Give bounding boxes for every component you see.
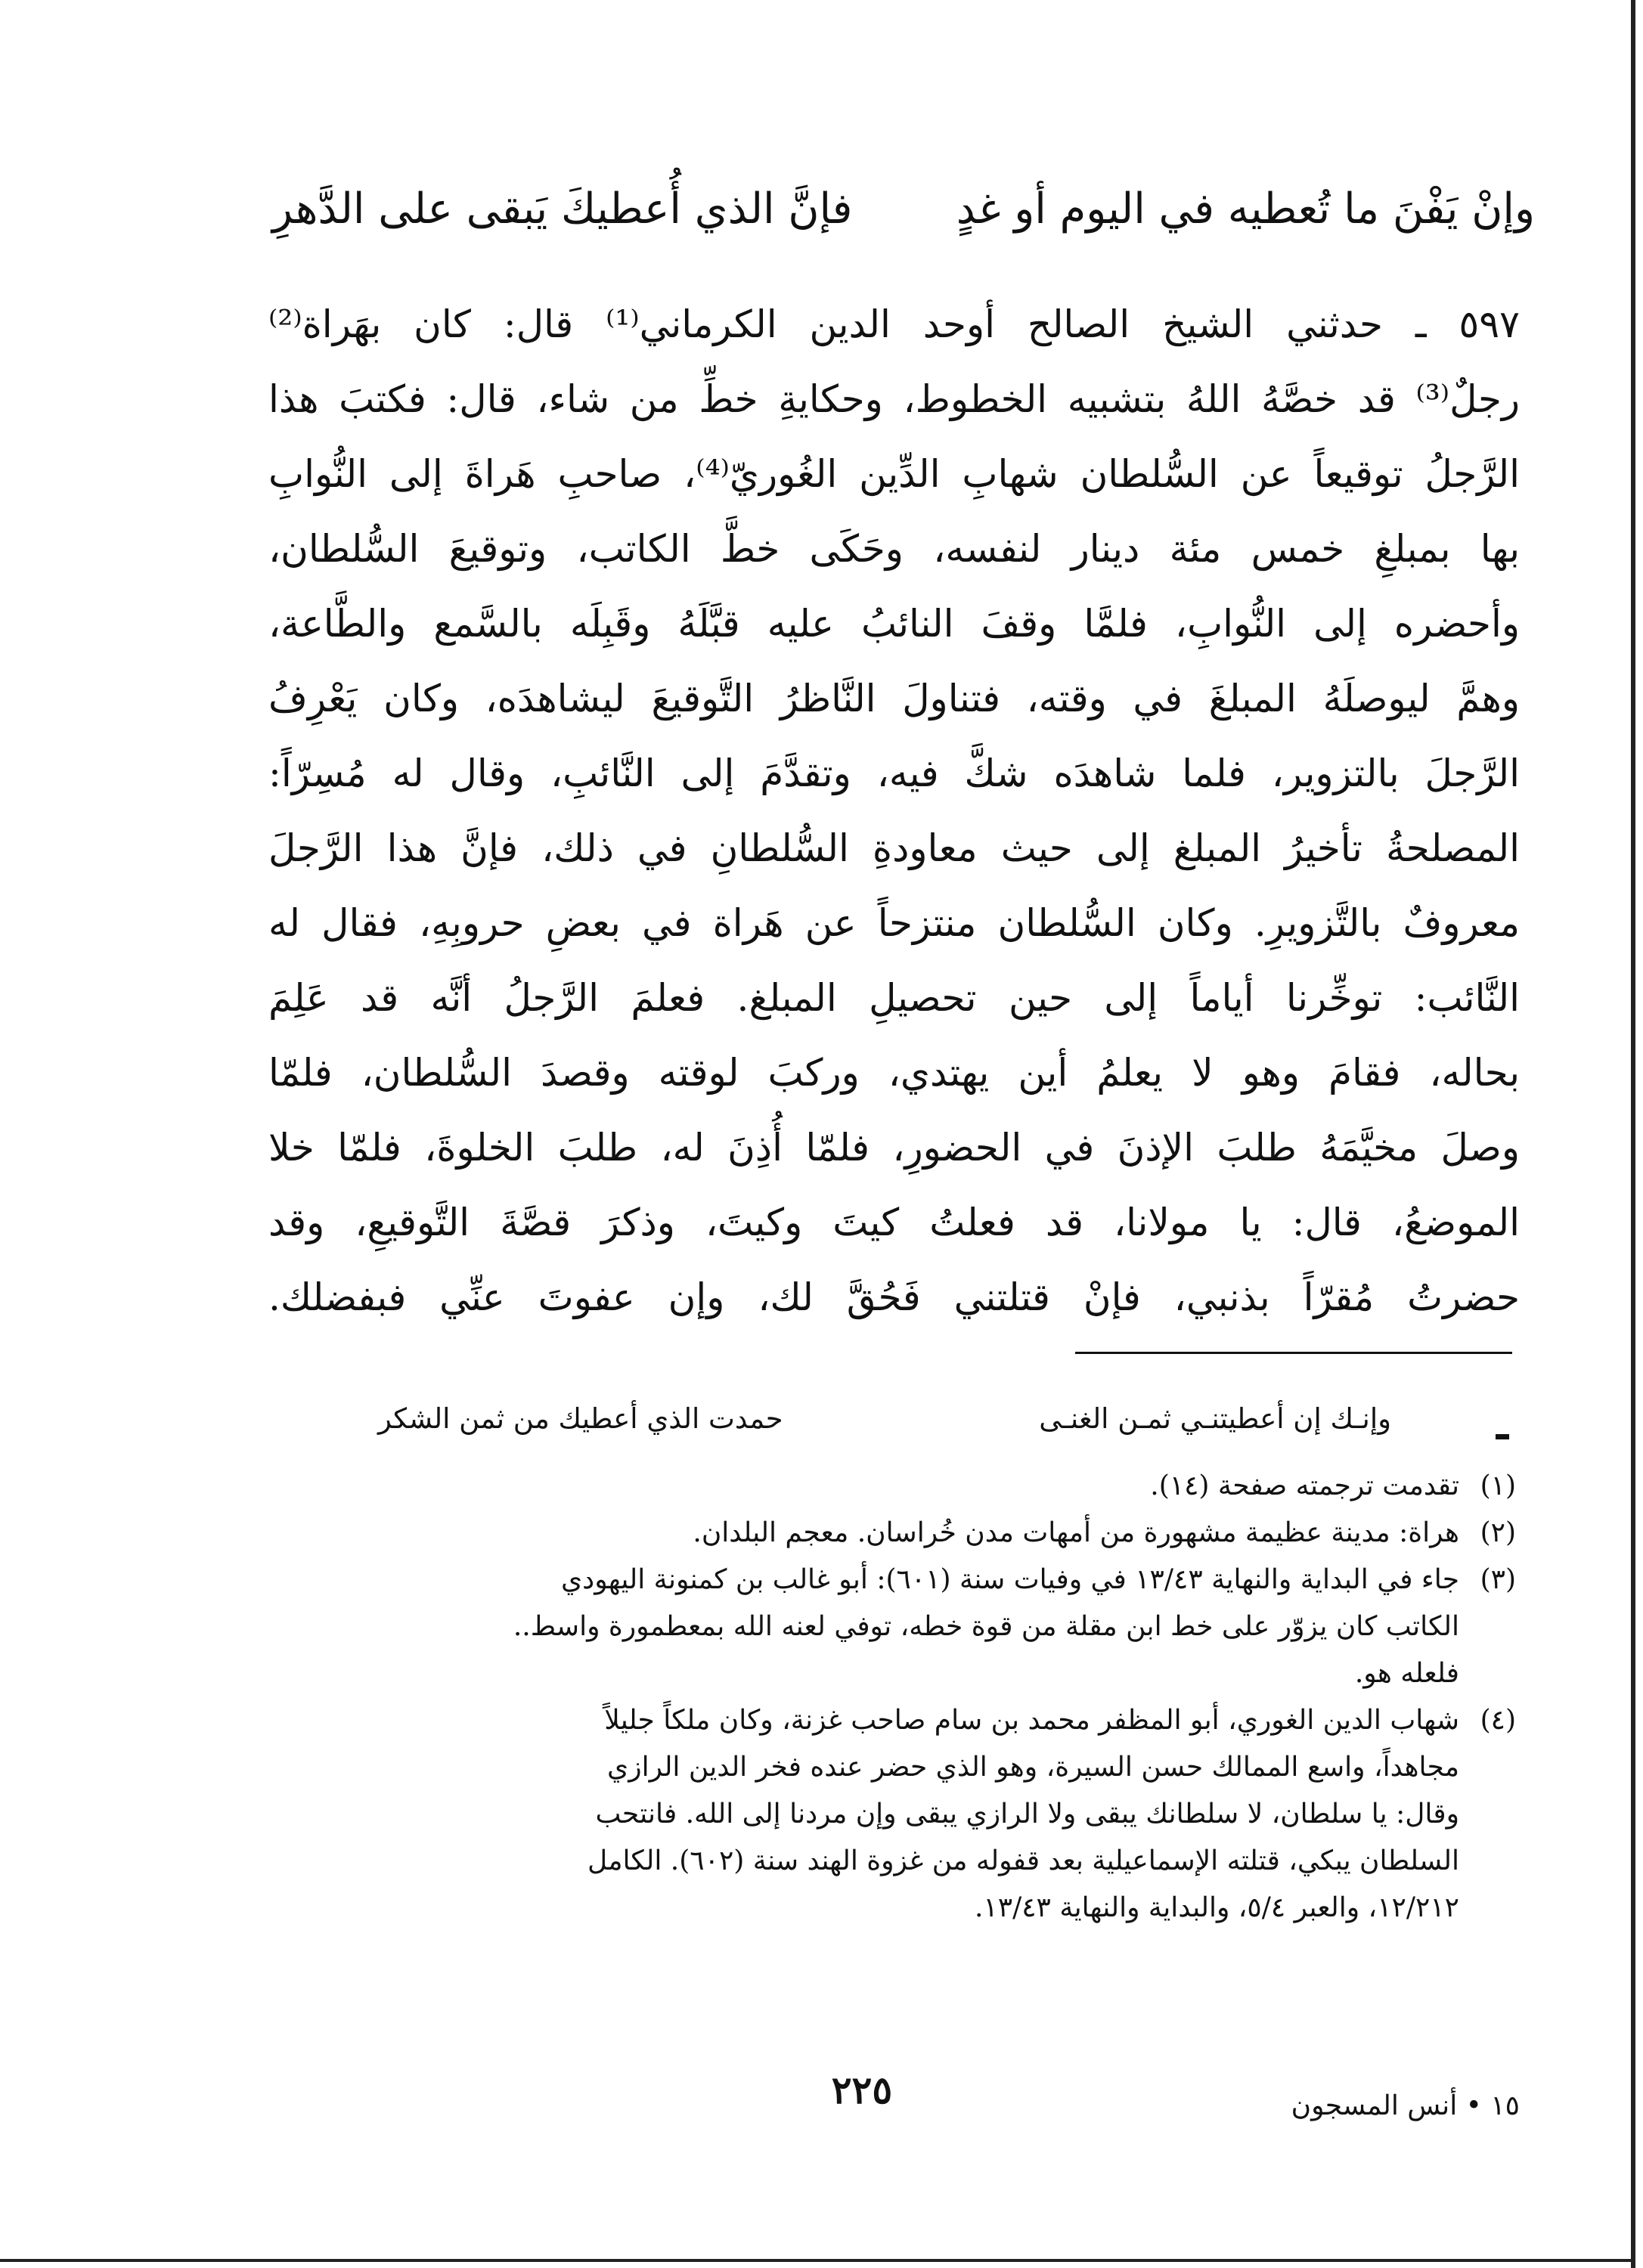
poem-verse [272,168,1535,251]
footnotes [287,1463,1516,1932]
main-text-line: الرَّجلُ توقيعاً عن السُّلطان شهابِ الدِّين الغُوريّ⁽⁴⁾، صاحبِ هَراةَ إلى النُّوابِ [268,452,1520,496]
main-text-line: الموضعُ، قال: يا مولانا، قد فعلتُ كيتَ وكيتَ، وذكرَ قصَّةَ التَّوقيعِ، وقد [268,1201,1520,1244]
main-text-line: رجلٌ⁽³⁾ قد خصَّهُ اللهُ بتشبيه الخطوط، وحكايةِ خطِّ من شاء، قال: فكتبَ هذا [268,377,1520,421]
footnote-verse [378,1402,1391,1435]
footnote-line: مجاهداً، واسع الممالك حسن السيرة، وهو الذي حضر عنده فخر الدين الرازي [607,1752,1459,1783]
footnote-number: (١) [1480,1470,1516,1501]
main-text-line: بحاله، فقامَ وهو لا يعلمُ أين يهتدي، وركبَ لوقته وقصدَ السُّلطان، فلمّا [268,1051,1520,1095]
main-text-line: وأحضره إلى النُّوابِ، فلمَّا وقفَ النائبُ عليه قبَّلَهُ وقَبِلَه بالسَّمع والطَّاعة، [268,602,1520,646]
footnote-line: تقدمت ترجمته صفحة (١٤). [1150,1470,1459,1501]
footnote-verse-second-hemistich: حمدت الذي أعطيك من ثمن الشكر [378,1402,783,1435]
main-text-line: ٥٩٧ ـ حدثني الشيخ الصالح أوحد الدين الكرماني⁽¹⁾ قال: كان بهَراة⁽²⁾ [268,302,1520,346]
main-text-line: وصلَ مخيَّمَهُ طلبَ الإذنَ في الحضورِ، فلمّا أُذِنَ له، طلبَ الخلوةَ، فلمّا خلا [268,1126,1520,1170]
main-text-line: معروفٌ بالتَّزويرِ. وكان السُّلطان منتزحاً عن هَراة في بعضِ حروبِهِ، فقال له [268,901,1520,945]
footnote-line: الكاتب كان يزوّر على خط ابن مقلة من قوة خطه، توفي لعنه الله بمعطمورة واسط.. [513,1611,1459,1642]
footnote-line: ١٢/٢١٢، والعبر ٥/٤، والبداية والنهاية ١٣/٤٣. [974,1892,1459,1923]
main-text-line: الرَّجلَ بالتزوير، فلما شاهدَه شكَّ فيه، وتقدَّمَ إلى النَّائبِ، وقال له مُسِرّاً: [268,751,1520,795]
page-border-right [1631,0,1635,2268]
main-text [268,287,1520,1335]
main-text-line: النَّائب: توخِّرنا أياماً إلى حين تحصيلِ المبلغ. فعلمَ الرَّجلُ أنَّه قد عَلِمَ [268,976,1520,1020]
main-text-line: حضرتُ مُقرّاً بذنبي، فإنْ قتلتني فَحُقَّ لك، وإن عفوتَ عنِّي فبفضلك. [268,1275,1520,1319]
footnote [287,1697,1516,1932]
verse-first-hemistich: وإنْ يَفْنَ ما تُعطيه في اليوم أو غدٍ [956,184,1535,234]
footnote-verse-first-hemistich: وإنـك إن أعطيتنـي ثمـن الغنـى [1039,1402,1391,1435]
footnote-line: جاء في البداية والنهاية ١٣/٤٣ في وفيات سنة (٦٠١): أبو غالب بن كمنونة اليهودي [561,1564,1459,1595]
main-text-line: وهمَّ ليوصلَهُ المبلغَ في وقته، فتناولَ النَّاظرُ التَّوقيعَ ليشاهدَه، وكان يَعْرِفُ [268,677,1520,720]
footnote-asterisk-mark [1496,1434,1509,1439]
footnote [287,1557,1516,1697]
main-text-line: بها بمبلغِ خمس مئة دينار لنفسه، وحَكَى خطَّ الكاتب، وتوقيعَ السُّلطان، [268,527,1520,571]
verse-second-hemistich: فإنَّ الذي أُعطيكَ يَبقى على الدَّهرِ [272,184,853,234]
main-text-line: المصلحةُ تأخيرُ المبلغ إلى حيث معاودةِ السُّلطانِ في ذلك، فإنَّ هذا الرَّجلَ [268,826,1520,870]
footnote-separator [1075,1352,1512,1354]
footnote [287,1510,1516,1557]
footnote-number: (٣) [1480,1564,1516,1595]
page-border-bottom [0,2259,1635,2262]
footnote-line: فلعله هو. [1354,1658,1459,1689]
footnote-number: (٤) [1480,1705,1516,1736]
page-number: ٢٢٥ [831,2068,893,2112]
footnote-line: هراة: مدينة عظيمة مشهورة من أمهات مدن خُراسان. معجم البلدان. [693,1517,1459,1548]
footnote-line: السلطان يبكي، قتلته الإسماعيلية بعد قفوله من غزوة الهند سنة (٦٠٢). الكامل [587,1845,1459,1876]
footnote-number: (٢) [1480,1517,1516,1548]
footnote-line: شهاب الدين الغوري، أبو المظفر محمد بن سام صاحب غزنة، وكان ملكاً جليلاً [604,1705,1459,1736]
book-signature: ١٥ • أنس المسجون [1291,2090,1520,2121]
footnote [287,1463,1516,1510]
footnote-line: وقال: يا سلطان، لا سلطانك يبقى ولا الرازي يبقى وإن مردنا إلى الله. فانتحب [595,1799,1459,1830]
